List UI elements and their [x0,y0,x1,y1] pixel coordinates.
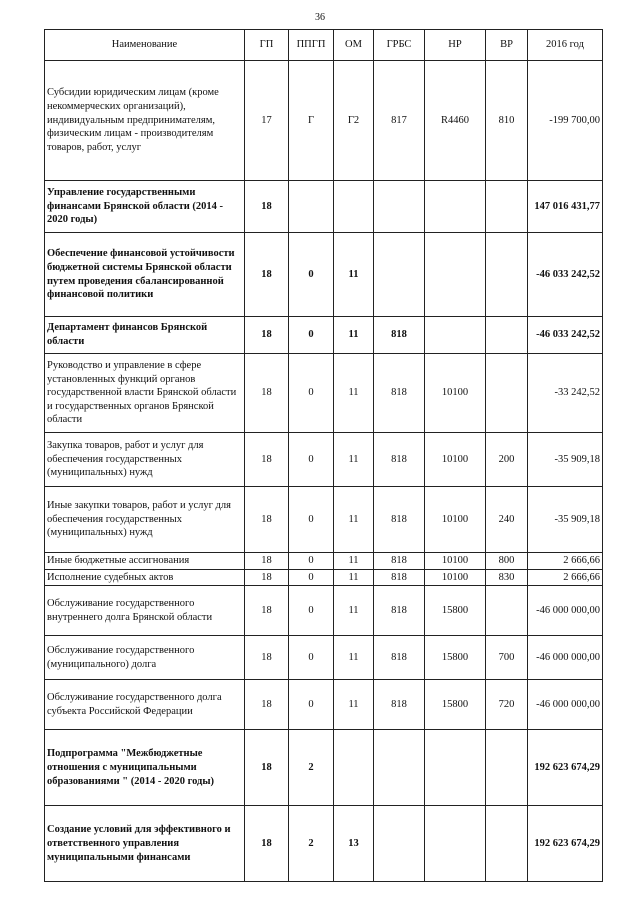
table-row [45,586,603,636]
header-nr: НР [425,30,486,61]
cell-gp: 18 [245,354,289,433]
cell-ppgp: 2 [289,730,334,806]
cell-om: 11 [334,680,374,730]
cell-nr: 10100 [425,433,486,487]
header-grbs: ГРБС [374,30,425,61]
cell-gp: 18 [245,433,289,487]
cell-amount: -46 000 000,00 [528,680,603,730]
header-vr: ВР [486,30,528,61]
cell-amount: -35 909,18 [528,433,603,487]
cell-grbs: 818 [374,586,425,636]
cell-amount: 147 016 431,77 [528,181,603,233]
cell-vr [486,730,528,806]
cell-amount: -46 033 242,52 [528,233,603,317]
cell-name: Управление государственными финансами Брянской области (2014 - 2020 годы) [45,181,245,233]
cell-om [334,730,374,806]
cell-vr: 200 [486,433,528,487]
cell-grbs: 818 [374,636,425,680]
cell-grbs: 818 [374,487,425,553]
header-row [45,30,603,61]
cell-ppgp: 0 [289,317,334,354]
cell-grbs: 817 [374,61,425,181]
cell-name: Департамент финансов Брянской области [45,317,245,354]
cell-nr [425,181,486,233]
cell-amount: -46 033 242,52 [528,317,603,354]
cell-om: 11 [334,487,374,553]
cell-amount: 2 666,66 [528,553,603,570]
cell-grbs: 818 [374,354,425,433]
cell-nr [425,806,486,882]
cell-name: Субсидии юридическим лицам (кроме некоммерческих организаций), индивидуальным предпринимателям, физическим лицам - производителям товаров, работ, услуг [45,61,245,181]
cell-name: Обслуживание государственного внутреннего долга Брянской области [45,586,245,636]
cell-name: Обслуживание государственного долга субъекта Российской Федерации [45,680,245,730]
cell-amount: 192 623 674,29 [528,730,603,806]
cell-nr [425,317,486,354]
cell-ppgp: 0 [289,553,334,570]
cell-gp: 18 [245,553,289,570]
cell-ppgp: 0 [289,233,334,317]
header-gp: ГП [245,30,289,61]
cell-nr: 10100 [425,487,486,553]
page-number: 36 [315,12,325,23]
table-row [45,730,603,806]
table-row [45,553,603,570]
cell-name: Исполнение судебных актов [45,569,245,586]
table-row [45,636,603,680]
cell-vr [486,806,528,882]
cell-vr [486,586,528,636]
cell-gp: 18 [245,636,289,680]
cell-om: 11 [334,354,374,433]
cell-om: Г2 [334,61,374,181]
cell-vr: 720 [486,680,528,730]
cell-vr: 800 [486,553,528,570]
cell-ppgp: 0 [289,354,334,433]
cell-name: Обслуживание государственного (муниципального) долга [45,636,245,680]
cell-amount: -46 000 000,00 [528,586,603,636]
cell-ppgp: 2 [289,806,334,882]
cell-ppgp: 0 [289,586,334,636]
table-row [45,181,603,233]
cell-gp: 18 [245,730,289,806]
cell-amount: 2 666,66 [528,569,603,586]
header-om: ОМ [334,30,374,61]
cell-om: 11 [334,233,374,317]
cell-nr: 10100 [425,569,486,586]
cell-name: Создание условий для эффективного и ответственного управления муниципальными финансами [45,806,245,882]
cell-gp: 18 [245,586,289,636]
cell-grbs [374,730,425,806]
cell-name: Иные закупки товаров, работ и услуг для обеспечения государственных (муниципальных) нужд [45,487,245,553]
cell-amount: 192 623 674,29 [528,806,603,882]
cell-nr: 15800 [425,680,486,730]
header-ppgp: ППГП [289,30,334,61]
cell-grbs [374,806,425,882]
cell-vr [486,317,528,354]
cell-vr: 810 [486,61,528,181]
cell-grbs: 818 [374,433,425,487]
cell-om: 13 [334,806,374,882]
cell-vr: 240 [486,487,528,553]
cell-grbs: 818 [374,569,425,586]
cell-nr: R4460 [425,61,486,181]
cell-om: 11 [334,569,374,586]
cell-amount: -33 242,52 [528,354,603,433]
cell-gp: 17 [245,61,289,181]
cell-om [334,181,374,233]
cell-ppgp: 0 [289,487,334,553]
cell-nr [425,730,486,806]
cell-name: Подпрограмма "Межбюджетные отношения с муниципальными образованиями " (2014 - 2020 годы) [45,730,245,806]
table-row [45,317,603,354]
cell-grbs [374,181,425,233]
cell-om: 11 [334,317,374,354]
cell-grbs [374,233,425,317]
cell-name: Обеспечение финансовой устойчивости бюджетной системы Брянской области путем проведения сбалансированной финансовой политики [45,233,245,317]
cell-nr: 10100 [425,354,486,433]
table-row [45,569,603,586]
cell-gp: 18 [245,233,289,317]
cell-nr [425,233,486,317]
table-row [45,354,603,433]
cell-gp: 18 [245,317,289,354]
cell-amount: -199 700,00 [528,61,603,181]
cell-nr: 10100 [425,553,486,570]
cell-ppgp: 0 [289,680,334,730]
cell-gp: 18 [245,806,289,882]
cell-gp: 18 [245,487,289,553]
cell-amount: -46 000 000,00 [528,636,603,680]
cell-vr [486,354,528,433]
cell-vr: 830 [486,569,528,586]
cell-ppgp: 0 [289,636,334,680]
cell-om: 11 [334,553,374,570]
cell-grbs: 818 [374,553,425,570]
cell-ppgp [289,181,334,233]
header-name: Наименование [45,30,245,61]
cell-name: Закупка товаров, работ и услуг для обеспечения государственных (муниципальных) нужд [45,433,245,487]
cell-nr: 15800 [425,636,486,680]
cell-om: 11 [334,586,374,636]
cell-name: Иные бюджетные ассигнования [45,553,245,570]
cell-grbs: 818 [374,317,425,354]
cell-om: 11 [334,433,374,487]
cell-amount: -35 909,18 [528,487,603,553]
cell-gp: 18 [245,680,289,730]
cell-ppgp: 0 [289,433,334,487]
cell-om: 11 [334,636,374,680]
cell-grbs: 818 [374,680,425,730]
cell-name: Руководство и управление в сфере установленных функций органов государственной власти Брянской области и государственных органов Брянской области [45,354,245,433]
cell-gp: 18 [245,569,289,586]
table-row [45,806,603,882]
table-row [45,233,603,317]
budget-table [44,29,603,882]
table-row [45,61,603,181]
table-row [45,487,603,553]
table-row [45,433,603,487]
cell-ppgp: 0 [289,569,334,586]
cell-vr: 700 [486,636,528,680]
cell-nr: 15800 [425,586,486,636]
cell-vr [486,233,528,317]
cell-gp: 18 [245,181,289,233]
table-row [45,680,603,730]
cell-vr [486,181,528,233]
header-year: 2016 год [528,30,603,61]
cell-ppgp: Г [289,61,334,181]
